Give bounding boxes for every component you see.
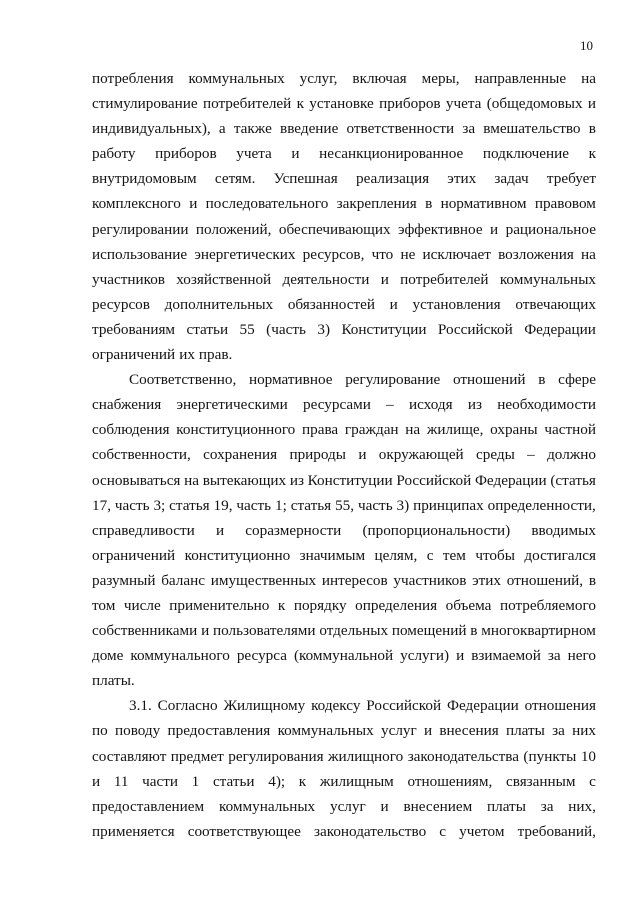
text-line: комплексного и последовательного закрепления в нормативном правовом <box>92 195 596 213</box>
document-body <box>92 66 596 844</box>
text-line: доме коммунального ресурса (коммунальной услуги) и взимаемой за него <box>92 647 596 665</box>
text-line: составляют предмет регулирования жилищного законодательства (пункты 10 <box>92 747 596 765</box>
text-line: Соответственно, нормативное регулирование отношений в сфере <box>129 371 596 389</box>
text-line: основываться на вытекающих из Конституции Российской Федерации (статья <box>92 471 596 489</box>
paragraph <box>92 693 596 844</box>
paragraph <box>92 66 596 367</box>
text-line: собственности, сохранения природы и окружающей среды – должно <box>92 446 596 464</box>
text-line: участников хозяйственной деятельности и потребителей коммунальных <box>92 270 596 288</box>
text-line: потребления коммунальных услуг, включая меры, направленные на <box>92 70 596 87</box>
text-line: разумный баланс имущественных интересов участников этих отношений, в <box>92 571 596 589</box>
text-line: применяется соответствующее законодательство с учетом требований, <box>92 822 596 840</box>
text-line: индивидуальных), а также введение ответственности за вмешательство в <box>92 120 596 138</box>
text-line: регулировании положений, обеспечивающих эффективное и рациональное <box>92 220 596 238</box>
text-line: работу приборов учета и несанкционированное подключение к <box>92 145 596 163</box>
text-line: по поводу предоставления коммунальных услуг и внесения платы за них <box>92 722 596 740</box>
text-line: 17, часть 3; статья 19, часть 1; статья 55, часть 3) принципах определенности, <box>92 496 596 514</box>
text-line: соблюдения конституционного права граждан на жилище, охраны частной <box>92 421 596 439</box>
paragraph <box>92 367 596 693</box>
text-line: справедливости и соразмерности (пропорциональности) вводимых <box>92 521 596 539</box>
text-line: и 11 части 1 статьи 4); к жилищным отношениям, связанным с <box>92 772 596 790</box>
text-line: использование энергетических ресурсов, что не исключает возложения на <box>92 245 596 263</box>
text-line: ресурсов дополнительных обязанностей и установления отвечающих <box>92 295 596 313</box>
text-line: ограничений их прав. <box>92 346 233 364</box>
text-line: том числе применительно к порядку определения объема потребляемого <box>92 596 596 614</box>
text-line: собственниками и пользователями отдельных помещений в многоквартирном <box>92 622 596 640</box>
text-line: предоставлением коммунальных услуг и внесением платы за них, <box>92 797 596 815</box>
page-number: 10 <box>580 38 593 53</box>
text-line: требованиям статьи 55 (часть 3) Конституции Российской Федерации <box>92 320 596 338</box>
text-line: внутридомовым сетям. Успешная реализация этих задач требует <box>92 170 596 188</box>
text-line: ограничений конституционно значимым целям, с тем чтобы достигался <box>92 546 596 564</box>
text-line: 3.1. Согласно Жилищному кодексу Российской Федерации отношения <box>129 697 596 715</box>
text-line: снабжения энергетическими ресурсами – исходя из необходимости <box>92 396 596 414</box>
text-line: платы. <box>92 672 135 690</box>
text-line: стимулирование потребителей к установке приборов учета (общедомовых и <box>92 95 596 113</box>
